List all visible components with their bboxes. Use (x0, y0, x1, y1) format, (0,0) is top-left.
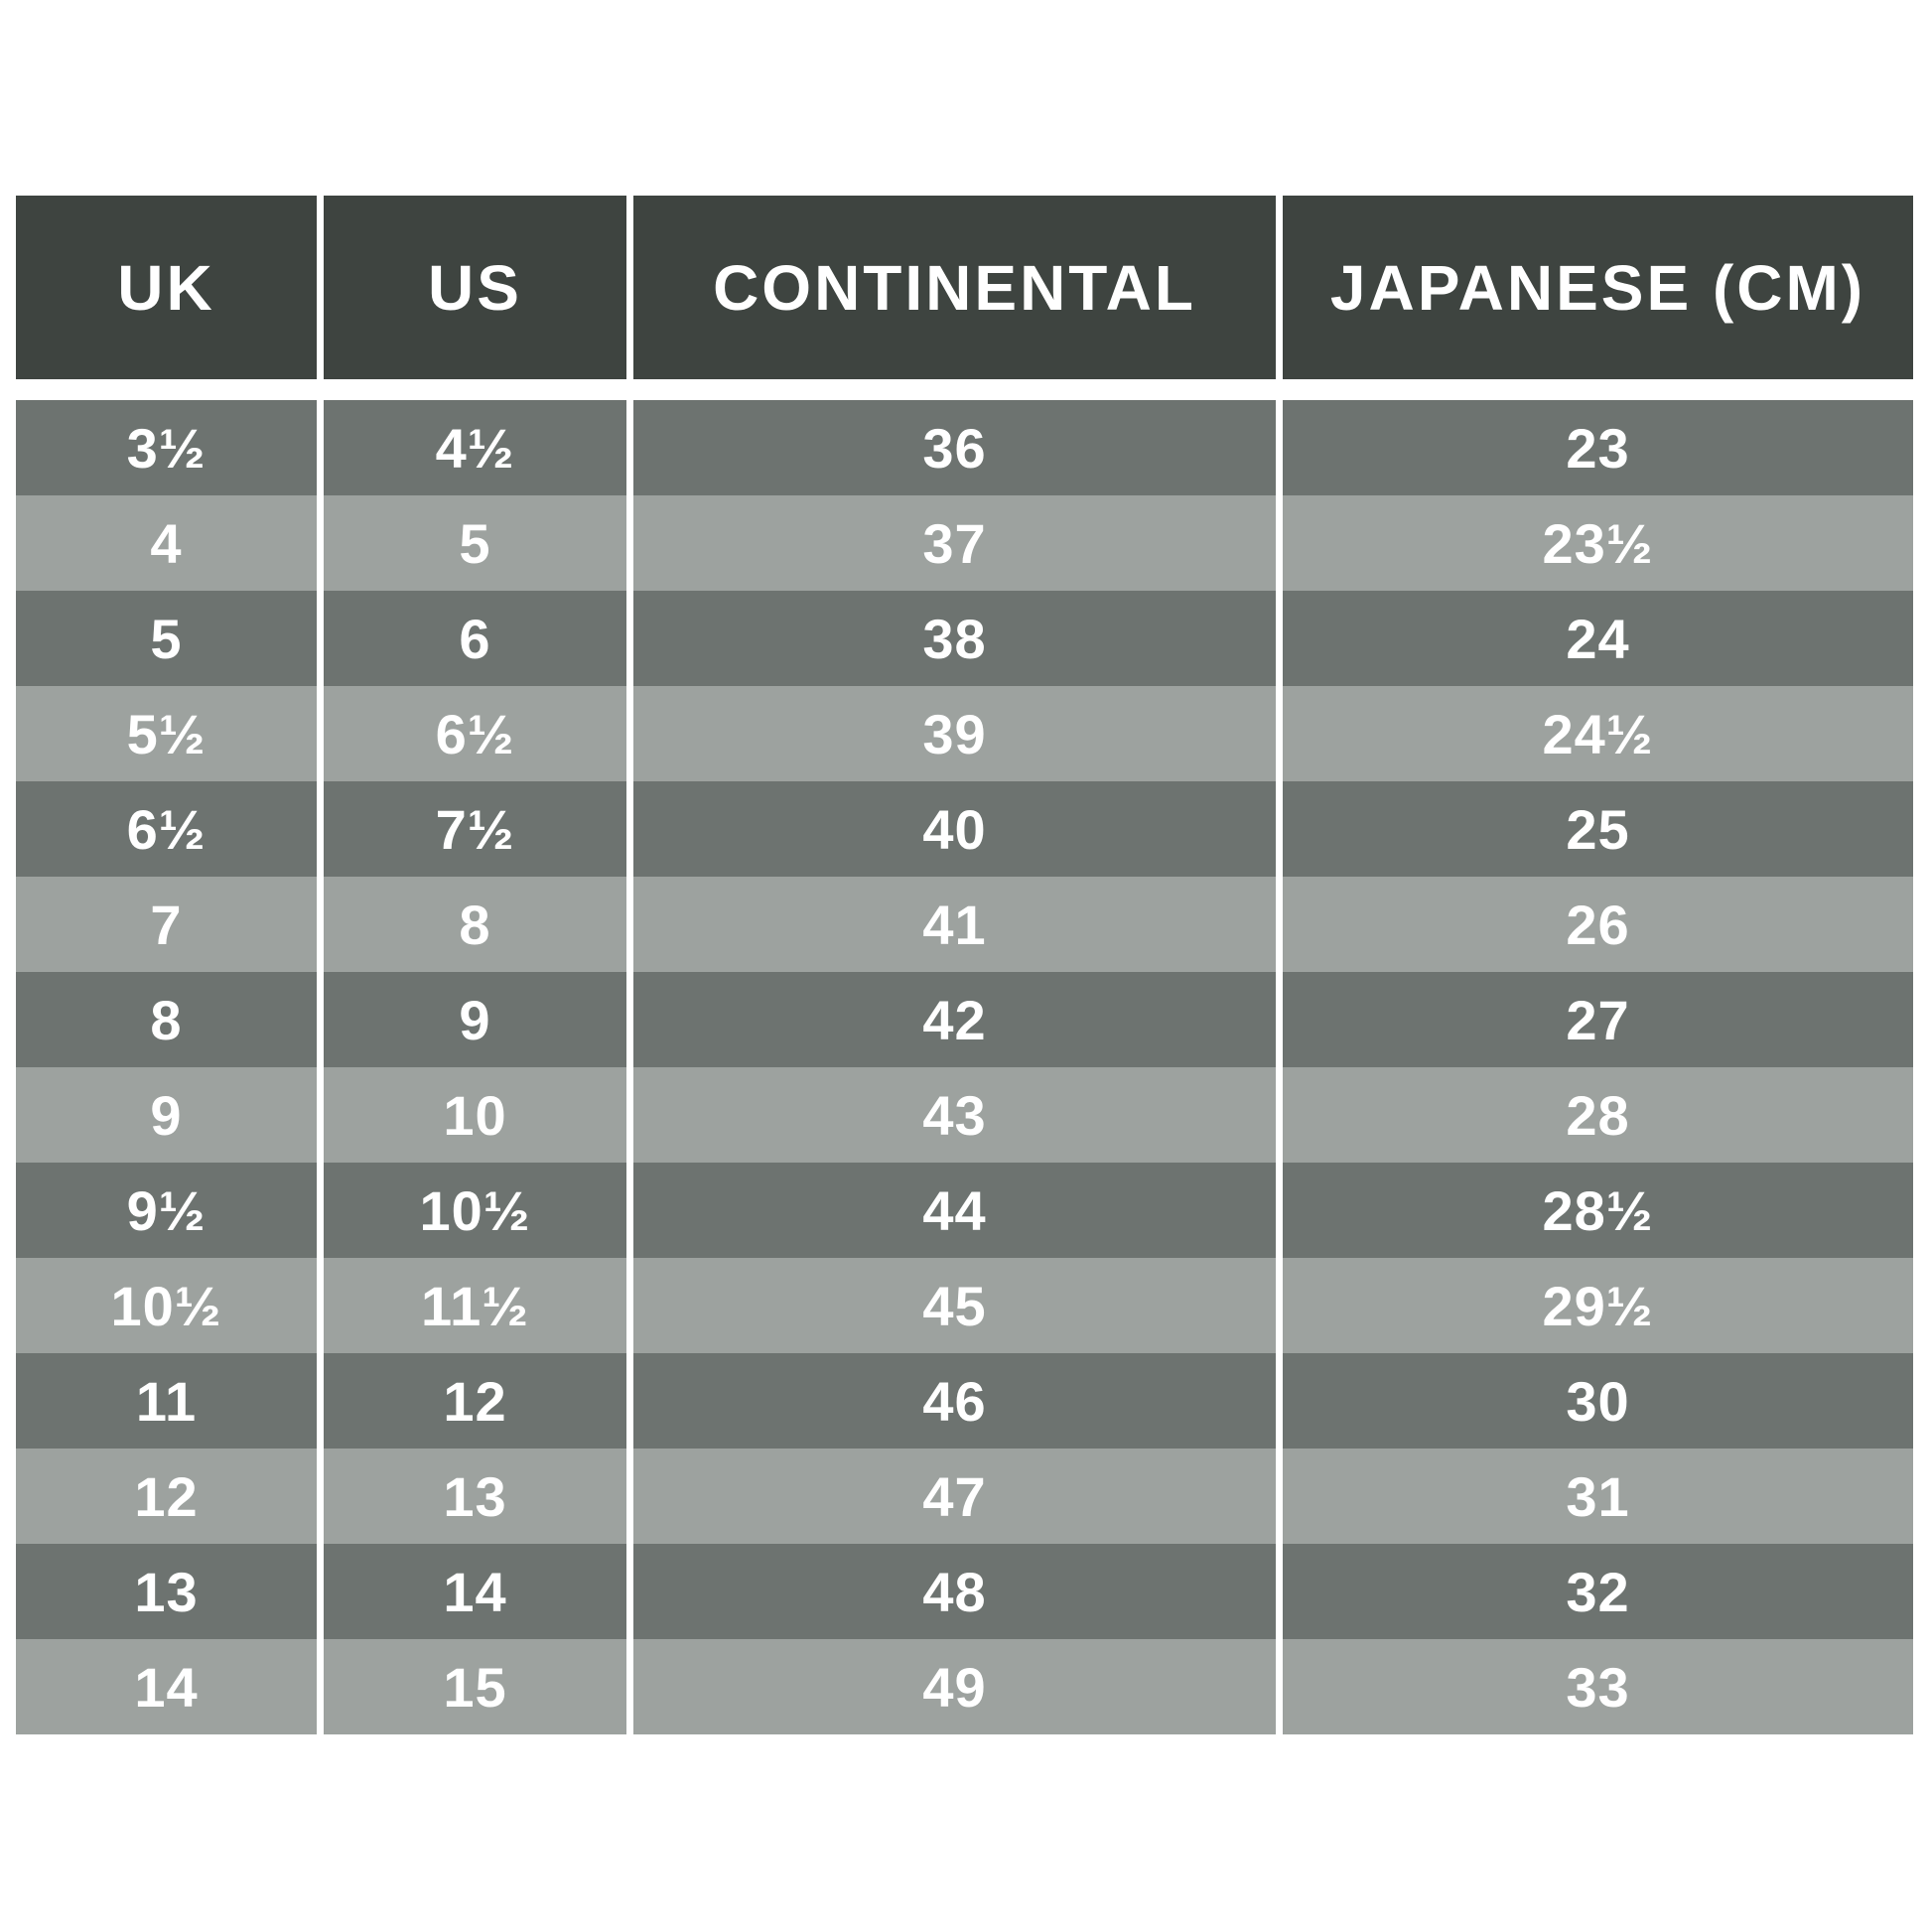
table-cell-us: 6 (324, 591, 626, 686)
table-cell-us: 5 (324, 495, 626, 591)
table-row (16, 1067, 1913, 1163)
table-cell-japanese-cm: 25 (1283, 781, 1913, 877)
table-cell-japanese-cm: 28½ (1283, 1163, 1913, 1258)
size-conversion-table (16, 196, 1913, 1734)
table-cell-continental: 45 (633, 1258, 1276, 1353)
table-row (16, 781, 1913, 877)
table-cell-japanese-cm: 27 (1283, 972, 1913, 1067)
table-cell-continental: 36 (633, 400, 1276, 495)
table-cell-continental: 47 (633, 1449, 1276, 1544)
table-cell-japanese-cm: 24 (1283, 591, 1913, 686)
table-cell-continental: 40 (633, 781, 1276, 877)
table-cell-uk: 12 (16, 1449, 317, 1544)
table-body (16, 400, 1913, 1734)
table-cell-us: 12 (324, 1353, 626, 1449)
table-cell-uk: 8 (16, 972, 317, 1067)
table-row (16, 1163, 1913, 1258)
table-cell-continental: 43 (633, 1067, 1276, 1163)
table-row (16, 1353, 1913, 1449)
column-header-uk: UK (16, 196, 317, 379)
table-cell-japanese-cm: 26 (1283, 877, 1913, 972)
table-cell-us: 14 (324, 1544, 626, 1639)
table-cell-japanese-cm: 29½ (1283, 1258, 1913, 1353)
table-cell-uk: 9 (16, 1067, 317, 1163)
table-cell-uk: 10½ (16, 1258, 317, 1353)
table-header-row (16, 196, 1913, 379)
table-row (16, 972, 1913, 1067)
table-cell-uk: 5 (16, 591, 317, 686)
table-cell-continental: 49 (633, 1639, 1276, 1734)
table-cell-japanese-cm: 23½ (1283, 495, 1913, 591)
table-cell-japanese-cm: 32 (1283, 1544, 1913, 1639)
table-row (16, 591, 1913, 686)
table-cell-us: 11½ (324, 1258, 626, 1353)
table-cell-uk: 13 (16, 1544, 317, 1639)
table-cell-japanese-cm: 23 (1283, 400, 1913, 495)
table-cell-us: 10 (324, 1067, 626, 1163)
table-row (16, 495, 1913, 591)
table-cell-uk: 5½ (16, 686, 317, 781)
table-cell-us: 15 (324, 1639, 626, 1734)
table-cell-continental: 37 (633, 495, 1276, 591)
table-cell-uk: 3½ (16, 400, 317, 495)
table-cell-uk: 4 (16, 495, 317, 591)
column-header-japanese-cm: JAPANESE (CM) (1283, 196, 1913, 379)
table-row (16, 400, 1913, 495)
table-cell-japanese-cm: 30 (1283, 1353, 1913, 1449)
table-cell-uk: 7 (16, 877, 317, 972)
table-cell-us: 6½ (324, 686, 626, 781)
table-cell-japanese-cm: 31 (1283, 1449, 1913, 1544)
table-cell-us: 8 (324, 877, 626, 972)
column-header-us: US (324, 196, 626, 379)
table-cell-us: 7½ (324, 781, 626, 877)
table-cell-continental: 46 (633, 1353, 1276, 1449)
table-cell-japanese-cm: 24½ (1283, 686, 1913, 781)
table-cell-continental: 39 (633, 686, 1276, 781)
table-cell-uk: 11 (16, 1353, 317, 1449)
table-row (16, 1449, 1913, 1544)
table-row (16, 1544, 1913, 1639)
table-cell-us: 4½ (324, 400, 626, 495)
table-cell-us: 9 (324, 972, 626, 1067)
column-header-continental: CONTINENTAL (633, 196, 1276, 379)
table-cell-uk: 6½ (16, 781, 317, 877)
table-cell-continental: 44 (633, 1163, 1276, 1258)
table-cell-japanese-cm: 33 (1283, 1639, 1913, 1734)
table-cell-uk: 14 (16, 1639, 317, 1734)
table-cell-uk: 9½ (16, 1163, 317, 1258)
table-cell-continental: 42 (633, 972, 1276, 1067)
table-cell-continental: 48 (633, 1544, 1276, 1639)
table-row (16, 1639, 1913, 1734)
table-row (16, 686, 1913, 781)
table-cell-continental: 38 (633, 591, 1276, 686)
table-cell-us: 10½ (324, 1163, 626, 1258)
table-cell-japanese-cm: 28 (1283, 1067, 1913, 1163)
table-row (16, 877, 1913, 972)
table-cell-us: 13 (324, 1449, 626, 1544)
table-row (16, 1258, 1913, 1353)
table-cell-continental: 41 (633, 877, 1276, 972)
